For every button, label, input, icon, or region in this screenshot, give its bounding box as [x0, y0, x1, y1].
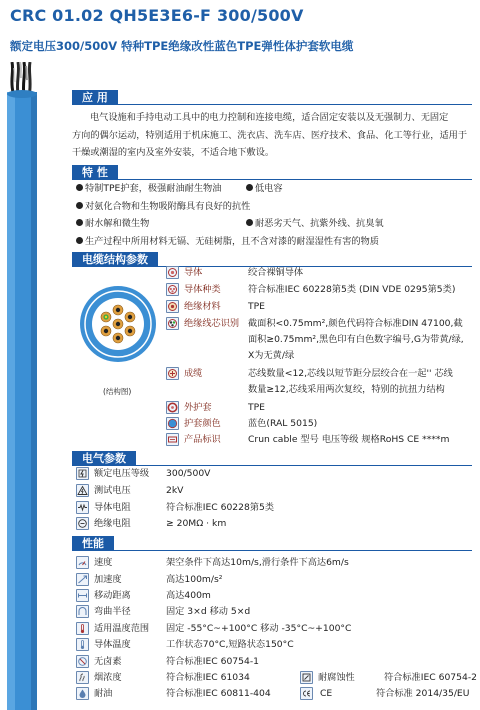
conductor-temperature-icon: [76, 638, 89, 651]
conductor-class-icon: [166, 283, 179, 296]
structure-key: 绝缘材料: [184, 301, 221, 312]
performance-key: 速度: [94, 557, 113, 568]
feature-item: 特制TPE护套，极强耐油耐生物油: [76, 183, 221, 195]
diagram-caption: (结构图): [103, 387, 132, 396]
performance-value: 符合标准IEC 60811-404: [166, 688, 271, 699]
structure-key: 导体种类: [184, 284, 221, 295]
electrical-key: 测试电压: [94, 485, 131, 496]
structure-value: TPE: [248, 301, 265, 312]
application-line-1: 电气设施和手持电动工具中的电力控制和连接电缆，适合固定安装以及无强制力、无固定: [90, 112, 449, 123]
feature-item: 耐水解和微生物: [76, 218, 149, 230]
structure-key: 产品标识: [184, 434, 221, 445]
page-subtitle: 额定电压300/500V 特种TPE绝缘改性蓝色TPE弹性体护套软电缆: [10, 39, 354, 53]
smoke-density-icon: [76, 671, 89, 684]
performance-key: 无卤素: [94, 656, 122, 667]
sheath-color-icon: [166, 417, 179, 430]
acceleration-icon: [76, 573, 89, 586]
structure-key: 外护套: [184, 402, 212, 413]
bullet-icon: [76, 202, 83, 209]
product-marking-icon: [166, 433, 179, 446]
electrical-value: 符合标准IEC 60228第5类: [166, 502, 275, 513]
structure-value: 绞合裸铜导体: [248, 267, 304, 278]
electrical-key: 导体电阻: [94, 502, 131, 513]
section-structure: [72, 252, 472, 267]
outer-sheath-icon: [166, 401, 179, 414]
performance-value: 固定 -55°C~+100°C 移动 -35°C~+100°C: [166, 623, 352, 634]
section-label: 电缆结构参数: [72, 252, 158, 267]
test-voltage-icon: [76, 484, 89, 497]
speed-icon: [76, 556, 89, 569]
feature-item: 生产过程中所用材料无镉、无硅树脂，且不含对漆的耐湿湿性有害的物质: [76, 236, 379, 248]
section-electrical: [72, 451, 472, 466]
travel-distance-icon: [76, 589, 89, 602]
electrical-value: 300/500V: [166, 468, 211, 479]
performance-key: 弯曲半径: [94, 606, 131, 617]
section-label: 应 用: [72, 90, 118, 105]
electrical-value: ≥ 20MΩ · km: [166, 518, 227, 529]
performance-value: 符合标准IEC 60754-2: [384, 672, 477, 683]
feature-item: 对氨化合物和生物吸附酶具有良好的抗性: [76, 201, 250, 213]
structure-value: 芯线数量<12,芯线以短节距分层绞合在一起'' 芯线: [248, 368, 453, 379]
section-label: 电气参数: [72, 451, 136, 466]
structure-value-cont: X为无黄/绿: [248, 350, 295, 361]
bullet-icon: [246, 219, 253, 226]
structure-value-cont: 数量≥12,芯线采用两次复绞，特别的抗扭力结构: [248, 384, 445, 395]
section-application: [72, 90, 472, 105]
performance-value: 工作状态70°C,短路状态150°C: [166, 639, 294, 650]
performance-key: 加速度: [94, 574, 122, 585]
conductor-resistance-icon: [76, 501, 89, 514]
electrical-key: 额定电压等级: [94, 468, 150, 479]
structure-value: Crun cable 型号 电压等级 规格RoHS CE ****m: [248, 434, 450, 445]
core-identification-icon: [166, 317, 179, 330]
performance-value: 固定 3×d 移动 5×d: [166, 606, 251, 617]
bullet-icon: [76, 219, 83, 226]
performance-value: 符合标准 2014/35/EU: [376, 688, 470, 699]
electrical-key: 绝缘电阻: [94, 518, 131, 529]
structure-value: 符合标准IEC 60228第5类 (DIN VDE 0295第5类): [248, 284, 456, 295]
structure-key: 护套颜色: [184, 418, 221, 429]
section-performance: [72, 536, 472, 551]
insulation-icon: [166, 300, 179, 313]
structure-value: 截面积<0.75mm²,颜色代码符合标准DIN 47100,截: [248, 318, 463, 329]
section-label: 特 性: [72, 165, 118, 180]
performance-value: 架空条件下高达10m/s,滑行条件下高达6m/s: [166, 557, 349, 568]
performance-key: 烟浓度: [94, 672, 122, 683]
page-title: CRC 01.02 QH5E3E6-F 300/500V: [10, 6, 304, 25]
insulation-resistance-icon: [76, 517, 89, 530]
bullet-icon: [76, 237, 83, 244]
structure-key: 成缆: [184, 368, 203, 379]
temperature-range-icon: [76, 622, 89, 635]
electrical-value: 2kV: [166, 485, 184, 496]
section-label: 性能: [72, 536, 114, 551]
structure-key: 导体: [184, 267, 203, 278]
application-line-2: 方向的偶尔运动，特别适用于机床施工、洗衣店、洗车店、医疗技术、食品、化工等行业，适用于: [72, 130, 468, 141]
halogen-free-icon: [76, 655, 89, 668]
bullet-icon: [246, 184, 253, 191]
application-line-3: 干燥或潮湿的室内及室外安装，不适合地下敷设。: [72, 147, 275, 158]
performance-value: 高达400m: [166, 590, 211, 601]
cable-cross-section-diagram: [78, 284, 158, 364]
performance-value: 高达100m/s²: [166, 574, 223, 585]
performance-key: CE: [320, 688, 333, 699]
performance-key: 移动距离: [94, 590, 131, 601]
feature-item: 耐恶劣天气、抗紫外线、抗臭氧: [246, 218, 384, 230]
performance-key: 导体温度: [94, 639, 131, 650]
cable-illustration: [0, 62, 68, 710]
performance-key: 耐油: [94, 688, 113, 699]
performance-key: 耐腐蚀性: [318, 672, 355, 683]
performance-value: 符合标准IEC 61034: [166, 672, 250, 683]
feature-item: 低电容: [246, 183, 283, 195]
ce-mark-icon: [300, 687, 313, 700]
structure-key: 绝缘线芯识别: [184, 318, 240, 329]
bending-radius-icon: [76, 605, 89, 618]
cabling-icon: [166, 367, 179, 380]
performance-value: 符合标准IEC 60754-1: [166, 656, 259, 667]
rated-voltage-icon: [76, 467, 89, 480]
section-features: [72, 165, 472, 180]
oil-resistance-icon: [76, 687, 89, 700]
structure-value-cont: 面积≥0.75mm²,黑色印有白色数字编号,G为带黄/绿,: [248, 334, 464, 345]
performance-key: 适用温度范围: [94, 623, 150, 634]
structure-value: TPE: [248, 402, 265, 413]
corrosion-resistance-icon: [300, 671, 313, 684]
bullet-icon: [76, 184, 83, 191]
conductor-icon: [166, 266, 179, 279]
structure-value: 蓝色(RAL 5015): [248, 418, 318, 429]
